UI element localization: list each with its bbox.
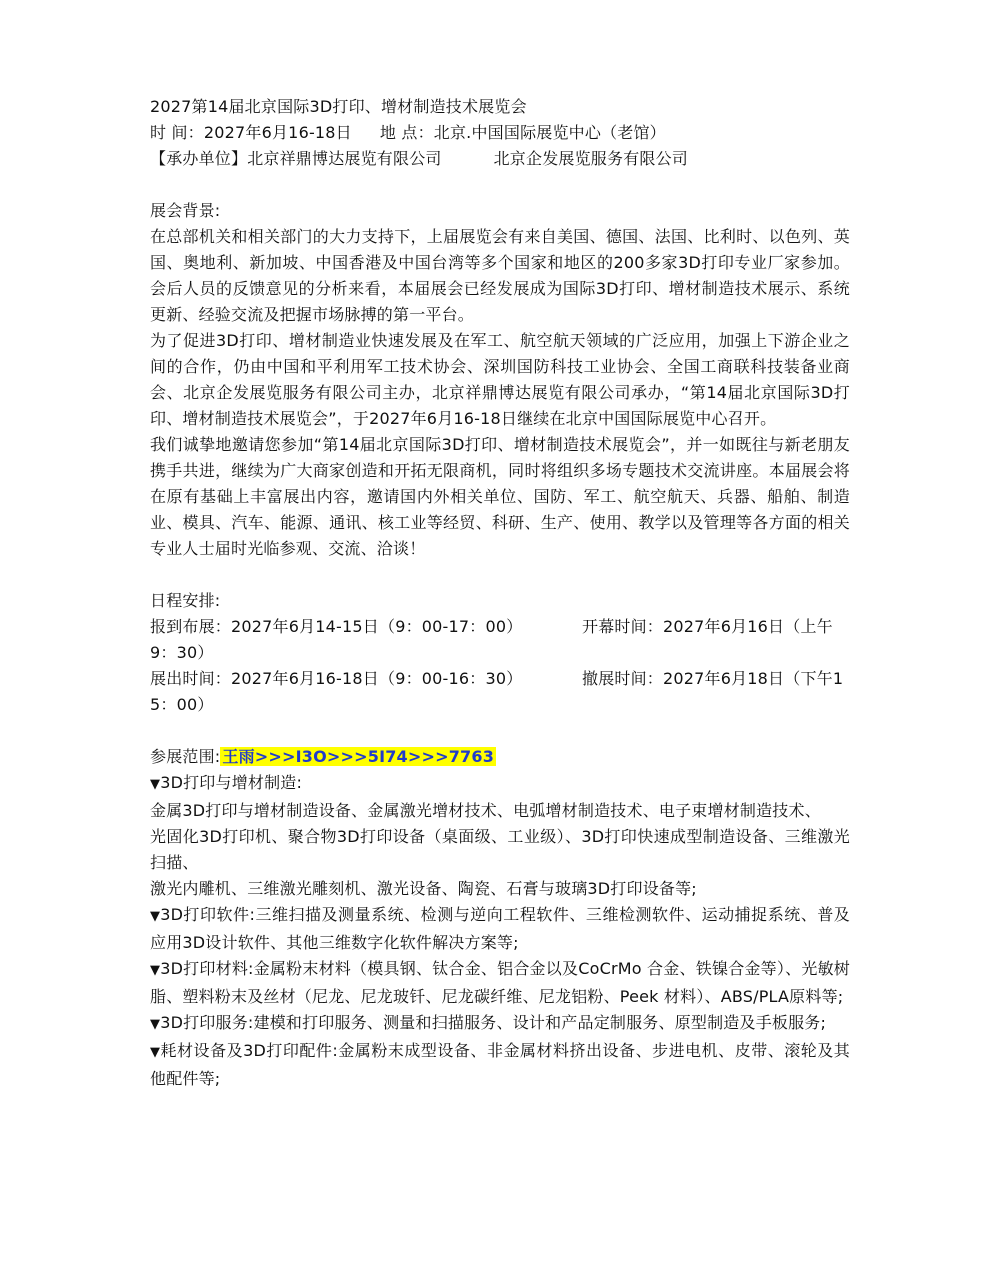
organizer-secondary: 北京企发展览服务有限公司 — [493, 149, 689, 168]
scope-category-4-text: 3D打印服务:建模和打印服务、测量和扫描服务、设计和产品定制服务、原型制造及手板服务; — [160, 1013, 827, 1032]
organizer-line — [150, 146, 850, 172]
scope-category-1-line-1: 金属3D打印与增材制造设备、金属激光增材技术、电弧增材制造技术、电子束增材制造技术、 — [150, 801, 821, 820]
blank-line — [150, 172, 850, 198]
triangle-down-icon: ▼ — [150, 963, 161, 978]
scope-category-3-text: 3D打印材料:金属粉末材料（模具钢、钛合金、铝合金以及CoCrMo 合金、铁镍合金等）、光敏树脂、塑料粉末及丝材（尼龙、尼龙玻钎、尼龙碳纤维、尼龙铝粉、Peek 材料）、ABS/PLA原料等; — [150, 959, 850, 1006]
time-place-line — [150, 120, 850, 146]
organizer-primary: 【承办单位】北京祥鼎博达展览有限公司 — [150, 149, 442, 168]
scope-category-3 — [150, 956, 850, 1010]
triangle-down-icon: ▼ — [150, 777, 161, 792]
schedule-row-2 — [150, 666, 850, 718]
scope-category-1-title: 3D打印与增材制造: — [160, 773, 303, 792]
triangle-down-icon: ▼ — [150, 1017, 161, 1032]
scope-category-2-text: 3D打印软件:三维扫描及测量系统、检测与逆向工程软件、三维检测软件、运动捕捉系统、普及应用3D设计软件、其他三维数字化软件解决方案等; — [150, 905, 850, 952]
scope-category-1 — [150, 770, 850, 798]
blank-line — [150, 562, 850, 588]
background-paragraph-2: 为了促进3D打印、增材制造业快速发展及在军工、航空航天领域的广泛应用，加强上下游企业之间的合作，仍由中国和平利用军工技术协会、深圳国防科技工业协会、全国工商联科技装备业商会、北京企发展览服务有限公司主办，北京祥鼎博达展览有限公司承办，“第14届北京国际3D打印、增材制造技术展览会”，于2027年6月16-18日继续在北京中国国际展览中心召开。 — [150, 331, 850, 428]
background-paragraph-1: 在总部机关和相关部门的大力支持下，上届展览会有来自美国、德国、法国、比利时、以色列、英国、奥地利、新加坡、中国香港及中国台湾等多个国家和地区的200多家3D打印专业厂家参加。会后人员的反馈意见的分析来看，本届展会已经发展成为国际3D打印、增材制造技术展示、系统更新、经验交流及把握市场脉搏的第一平台。 — [150, 227, 850, 324]
schedule-heading: 日程安排: — [150, 591, 221, 610]
schedule-checkin: 报到布展：2027年6月14-15日（9：00-17：00） — [150, 617, 523, 636]
schedule-exhibit: 展出时间：2027年6月16-18日（9：00-16：30） — [150, 669, 523, 688]
event-place: 地 点：北京.中国国际展览中心（老馆） — [379, 123, 666, 142]
scope-category-5 — [150, 1038, 850, 1092]
triangle-down-icon: ▼ — [150, 1045, 161, 1060]
document-page — [150, 94, 850, 1092]
blank-line — [150, 718, 850, 744]
scope-category-1-line-3: 激光内雕机、三维激光雕刻机、激光设备、陶瓷、石膏与玻璃3D打印设备等; — [150, 879, 697, 898]
document-title: 2027第14届北京国际3D打印、增材制造技术展览会 — [150, 97, 527, 116]
scope-heading: 参展范围: — [150, 747, 221, 766]
scope-heading-line — [150, 744, 850, 770]
triangle-down-icon: ▼ — [150, 909, 161, 924]
contact-highlight: 王雨>>>I3O>>>5I74>>>7763 — [222, 747, 495, 766]
scope-category-5-text: 耗材设备及3D打印配件:金属粉末成型设备、非金属材料挤出设备、步进电机、皮带、滚轮及其他配件等; — [150, 1041, 850, 1088]
scope-category-4 — [150, 1010, 850, 1038]
scope-category-2 — [150, 902, 850, 956]
schedule-teardown: 撤展时间：2027年6月18日（下午15：00） — [150, 669, 844, 714]
event-time: 时 间：2027年6月16-18日 — [150, 123, 352, 142]
schedule-row-1 — [150, 614, 850, 666]
background-heading: 展会背景: — [150, 201, 221, 220]
background-paragraph-3: 我们诚挚地邀请您参加“第14届北京国际3D打印、增材制造技术展览会”，并一如既往与新老朋友携手共进，继续为广大商家创造和开拓无限商机，同时将组织多场专题技术交流讲座。本届展会将在原有基础上丰富展出内容，邀请国内外相关单位、国防、军工、航空航天、兵器、船舶、制造业、模具、汽车、能源、通讯、核工业等经贸、科研、生产、使用、教学以及管理等各方面的相关专业人士届时光临参观、交流、洽谈！ — [150, 435, 850, 558]
schedule-opening: 开幕时间：2027年6月16日（上午9：30） — [150, 617, 833, 662]
scope-category-1-line-2: 光固化3D打印机、聚合物3D打印设备（桌面级、工业级）、3D打印快速成型制造设备、三维激光扫描、 — [150, 827, 850, 872]
